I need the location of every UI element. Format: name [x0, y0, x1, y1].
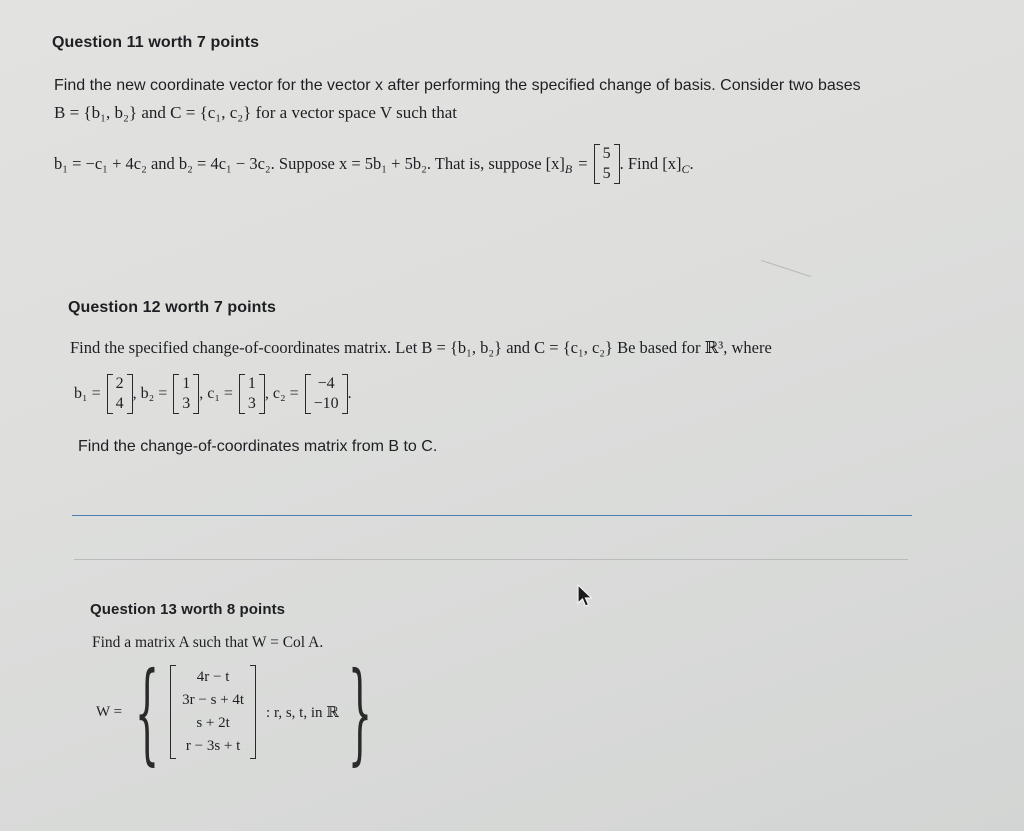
q12-b1-bottom: 4: [115, 395, 124, 412]
q13-text-line1: Find a matrix A such that W = Col A.: [92, 634, 324, 651]
q12-b1-label: b₁ =: [74, 385, 101, 402]
q12-c2-label: , c₂ =: [264, 385, 299, 402]
q11-coordinate-vector: [594, 144, 620, 184]
q11-sub-c: C: [681, 161, 690, 176]
smudge-mark: [761, 260, 811, 277]
q13-matrix: [170, 665, 256, 759]
q12-b1-top: 2: [115, 375, 124, 392]
q13-right-brace: }: [347, 648, 372, 776]
q13-row-2: 3r − s + 4t: [182, 692, 245, 708]
q12-b2-label: , b₂ =: [132, 385, 168, 402]
q12-c1-bottom: 3: [247, 395, 256, 412]
answer-separator-gray: [74, 559, 908, 560]
q13-left-brace: {: [134, 648, 160, 776]
q12-c2-vector: [305, 374, 348, 414]
q11-sub-b: B: [564, 161, 573, 176]
q11-text-line2: B = {b₁, b₂} and C = {c₁, c₂} for a vector space V such that: [54, 103, 457, 122]
q12-b2-bottom: 3: [182, 395, 191, 412]
q13-w-label: W =: [96, 703, 123, 720]
q12-vectors: [74, 374, 352, 414]
q13-title: Question 13 worth 8 points: [90, 601, 286, 618]
q12-c1-top: 1: [247, 375, 256, 392]
q11-vector-top: 5: [602, 145, 611, 162]
q12-b2-top: 1: [182, 375, 191, 392]
q12-c1-label: , c₁ =: [199, 385, 233, 402]
q13-set-definition: [96, 648, 381, 776]
q13-row-4: r − 3s + t: [185, 738, 241, 754]
q12-c1-vector: [239, 374, 265, 414]
q12-c2-top: −4: [317, 375, 335, 392]
q12-text-line3: Find the change-of-coordinates matrix from B to C.: [78, 438, 438, 455]
q11-text-line3: [54, 144, 694, 184]
mouse-pointer-icon: [576, 584, 594, 608]
answer-separator-blue: [72, 515, 912, 516]
q11-relations: b₁ = −c₁ + 4c₂ and b₂ = 4c₁ − 3c₂. Suppose x = 5b₁ + 5b₂. That is, suppose [x]: [54, 154, 565, 173]
q11-text-line1: Find the new coordinate vector for the vector x after performing the specified change of basis. Consider two bases: [54, 77, 861, 94]
q12-c2-bottom: −10: [313, 395, 339, 412]
q12-b1-vector: [107, 374, 133, 414]
q11-vector-bottom: 5: [602, 165, 611, 182]
q12-dot: .: [347, 385, 352, 402]
q12-text-line1: Find the specified change-of-coordinates matrix. Let B = {b₁, b₂} and C = {c₁, c₂} Be based for ℝ³, where: [70, 338, 772, 357]
q12-b2-vector: [173, 374, 199, 414]
q11-find-text: . Find [x]: [619, 154, 682, 173]
q13-row-1: 4r − t: [196, 669, 230, 685]
q11-title: Question 11 worth 7 points: [52, 34, 260, 51]
q11-equals: =: [578, 154, 588, 173]
q13-condition: : r, s, t, in ℝ: [266, 704, 339, 721]
q13-row-3: s + 2t: [196, 715, 230, 731]
q11-period: .: [689, 154, 694, 173]
q12-title: Question 12 worth 7 points: [68, 299, 276, 316]
